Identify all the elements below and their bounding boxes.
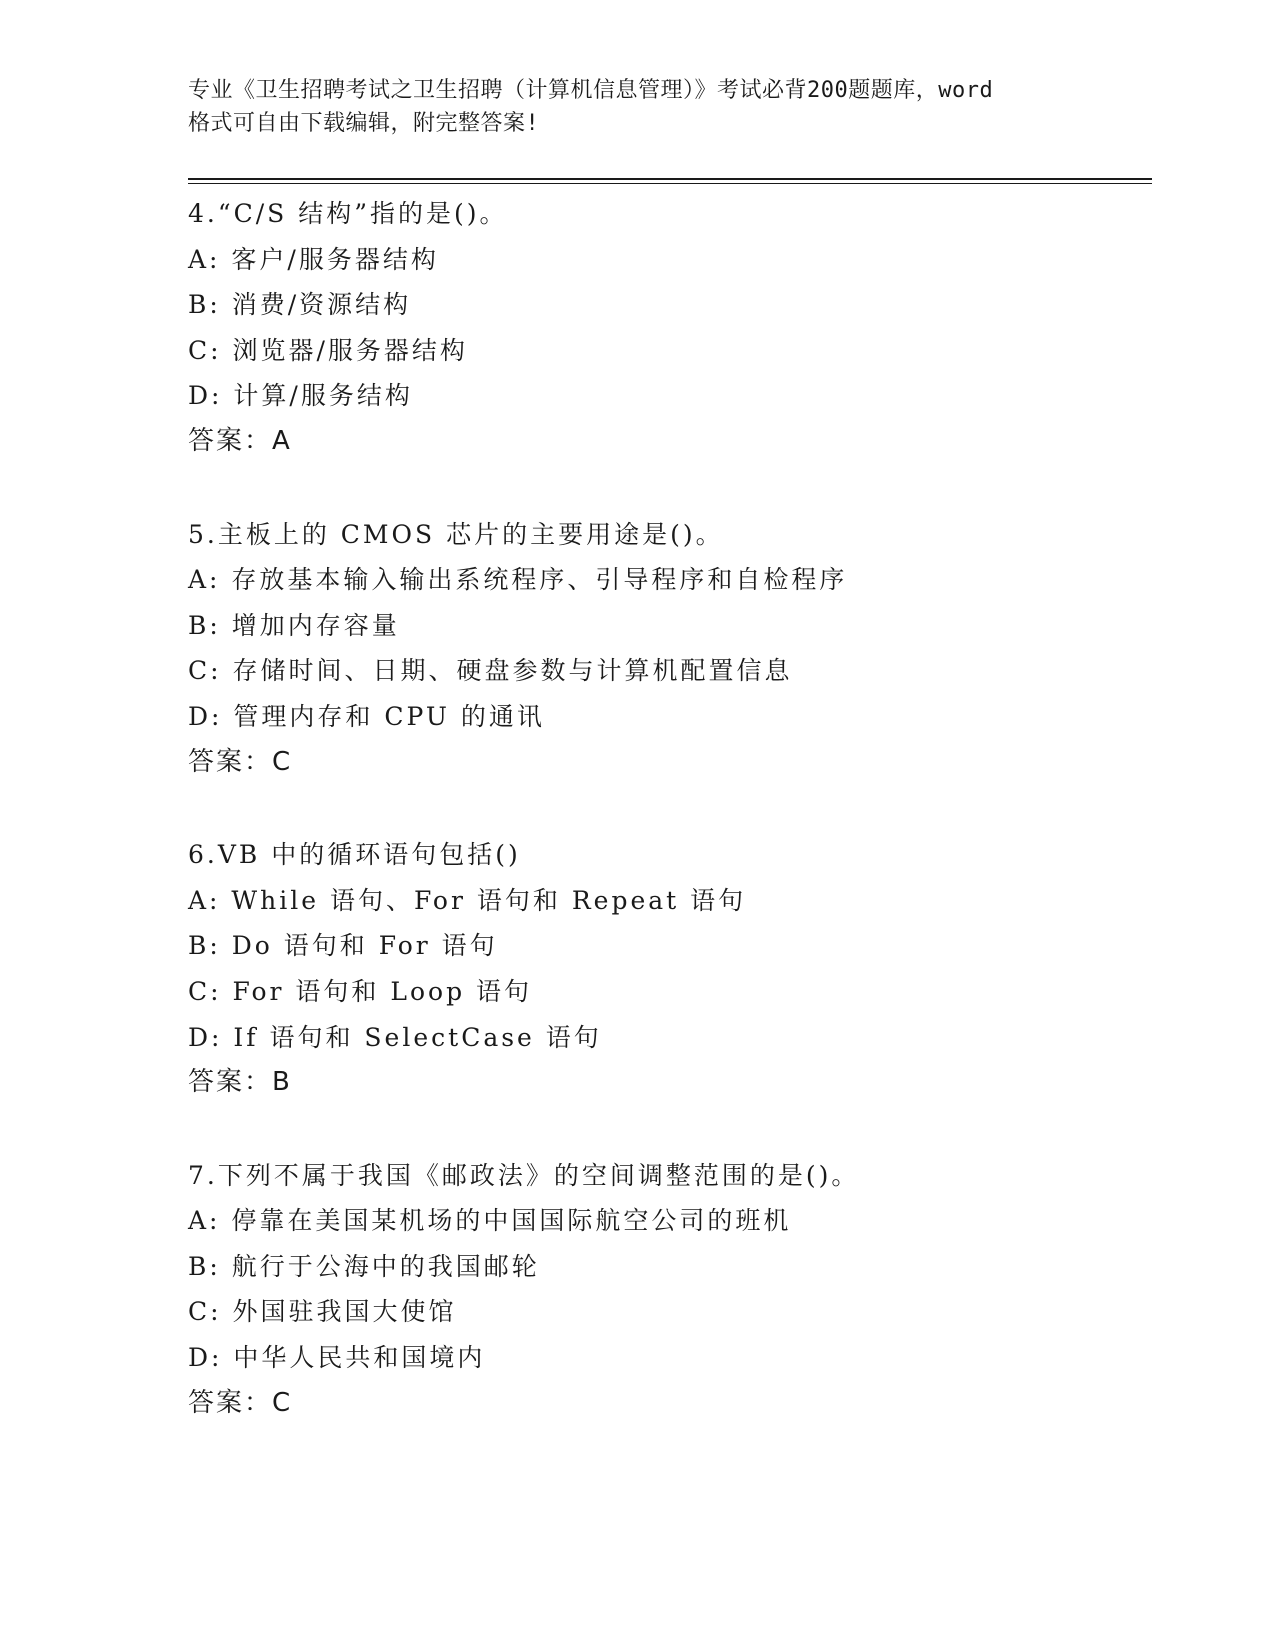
answer-line: 答案：C [188, 746, 293, 777]
option-d: D: 中华人民共和国境内 [188, 1343, 486, 1373]
option-b: B: Do 语句和 For 语句 [188, 931, 498, 961]
option-a: A: While 语句、For 语句和 Repeat 语句 [188, 885, 747, 915]
option-c: C: For 语句和 Loop 语句 [188, 976, 533, 1006]
option-b: B: 消费/资源结构 [188, 290, 412, 320]
question-4 [188, 191, 1148, 465]
question-list [188, 191, 1148, 1473]
option-c: C: 外国驻我国大使馆 [188, 1297, 457, 1327]
answer-line: 答案：A [188, 425, 292, 456]
header-line-1: 专业《卫生招聘考试之卫生招聘（计算机信息管理）》考试必背200题题库，word [188, 78, 994, 103]
question-stem: 5.主板上的 CMOS 芯片的主要用途是()。 [188, 519, 724, 549]
document-header [188, 74, 1088, 140]
option-a: A: 客户/服务器结构 [188, 244, 439, 274]
answer-line: 答案：B [188, 1067, 292, 1098]
option-b: B: 航行于公海中的我国邮轮 [188, 1251, 540, 1281]
option-c: C: 浏览器/服务器结构 [188, 335, 468, 365]
question-stem: 7.下列不属于我国《邮政法》的空间调整范围的是()。 [188, 1160, 860, 1190]
answer-line: 答案：C [188, 1387, 293, 1418]
option-d: D: 管理内存和 CPU 的通讯 [188, 701, 545, 731]
question-6 [188, 832, 1148, 1106]
header-divider-thick [188, 178, 1152, 180]
question-7 [188, 1153, 1148, 1427]
option-d: D: 计算/服务结构 [188, 381, 413, 411]
option-c: C: 存储时间、日期、硬盘参数与计算机配置信息 [188, 656, 793, 686]
header-line-2: 格式可自由下载编辑，附完整答案! [188, 111, 540, 136]
header-divider-thin [188, 183, 1152, 184]
question-stem: 6.VB 中的循环语句包括() [188, 840, 521, 870]
question-stem: 4.“C/S 结构”指的是()。 [188, 199, 508, 228]
question-5 [188, 512, 1148, 786]
option-a: A: 存放基本输入输出系统程序、引导程序和自检程序 [188, 565, 848, 595]
option-d: D: If 语句和 SelectCase 语句 [188, 1022, 602, 1052]
option-a: A: 停靠在美国某机场的中国国际航空公司的班机 [188, 1206, 792, 1236]
option-b: B: 增加内存容量 [188, 610, 400, 640]
